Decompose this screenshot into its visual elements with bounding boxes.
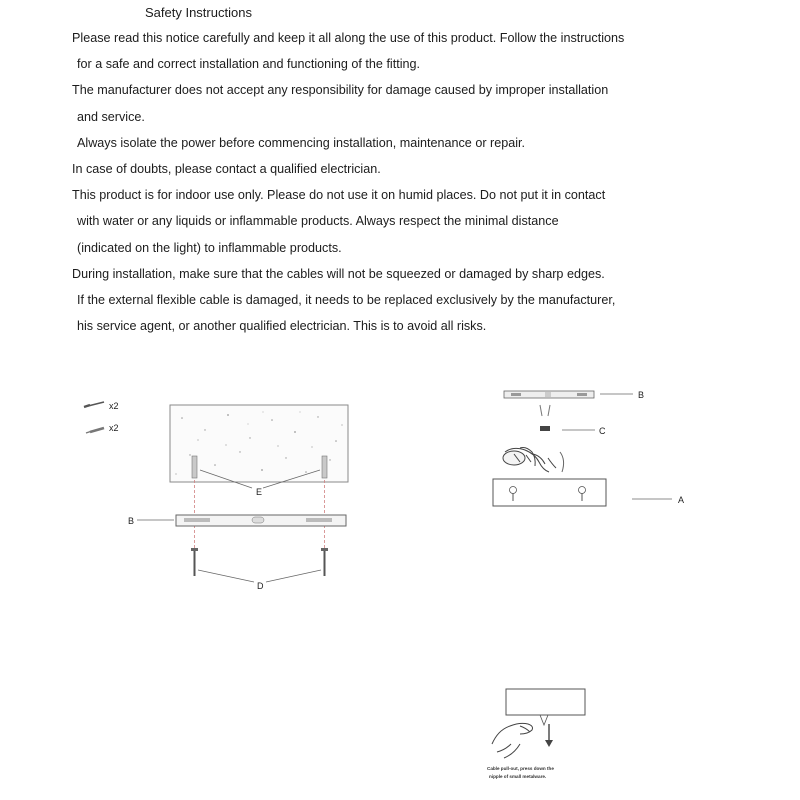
hand-icon — [492, 723, 533, 758]
instruction-line: This product is for indoor use only. Please do not use it on humid places. Do not put it in contact — [72, 188, 606, 203]
label-d: D — [257, 581, 264, 591]
screws-quantity: x2 — [109, 401, 119, 411]
lamp-body — [493, 479, 606, 506]
instruction-line: with water or any liquids or inflammable products. Always respect the minimal distance — [77, 214, 559, 229]
label-e: E — [256, 487, 263, 497]
label-a: A — [678, 495, 685, 505]
instruction-line: During installation, make sure that the cables will not be squeezed or damaged by sharp edges. — [72, 266, 605, 281]
instruction-line: The manufacturer does not accept any responsibility for damage caused by improper installation — [72, 83, 609, 98]
figure-ceiling-mounting — [84, 401, 348, 591]
wiring-sketch — [503, 448, 564, 473]
fixture-box — [506, 689, 585, 715]
wall-plug-icon — [86, 428, 104, 433]
page-title: Safety Instructions — [145, 5, 252, 20]
label-c: C — [599, 426, 606, 436]
wall-plug — [192, 456, 197, 478]
wall-plug — [322, 456, 327, 478]
caption-line-1: Cable pull-out, press down the — [487, 766, 554, 771]
screw-icon — [84, 402, 104, 407]
instruction-line: In case of doubts, please contact a qualified electrician. — [72, 161, 381, 176]
label-b: B — [128, 516, 135, 526]
figure-cable-release — [487, 689, 585, 779]
screw — [191, 548, 198, 576]
instruction-line: and service. — [77, 109, 145, 124]
figure-wiring — [493, 390, 684, 506]
instruction-line: (indicated on the light) to inflammable products. — [77, 240, 342, 255]
plugs-quantity: x2 — [109, 423, 119, 433]
instruction-line: for a safe and correct installation and functioning of the fitting. — [77, 57, 421, 72]
instruction-line: his service agent, or another qualified electrician. This is to avoid all risks. — [77, 319, 487, 334]
instruction-line: Always isolate the power before commencing installation, maintenance or repair. — [77, 135, 526, 150]
terminal-block — [540, 426, 550, 431]
label-b-right: B — [638, 390, 645, 400]
caption-line-2: nipple of small metalware. — [489, 774, 547, 779]
screw — [321, 548, 328, 576]
instruction-line: Please read this notice carefully and keep it all along the use of this product. Follow the instructions — [72, 31, 625, 45]
instruction-line: If the external flexible cable is damaged, it needs to be replaced exclusively by the manufacturer, — [77, 292, 616, 307]
